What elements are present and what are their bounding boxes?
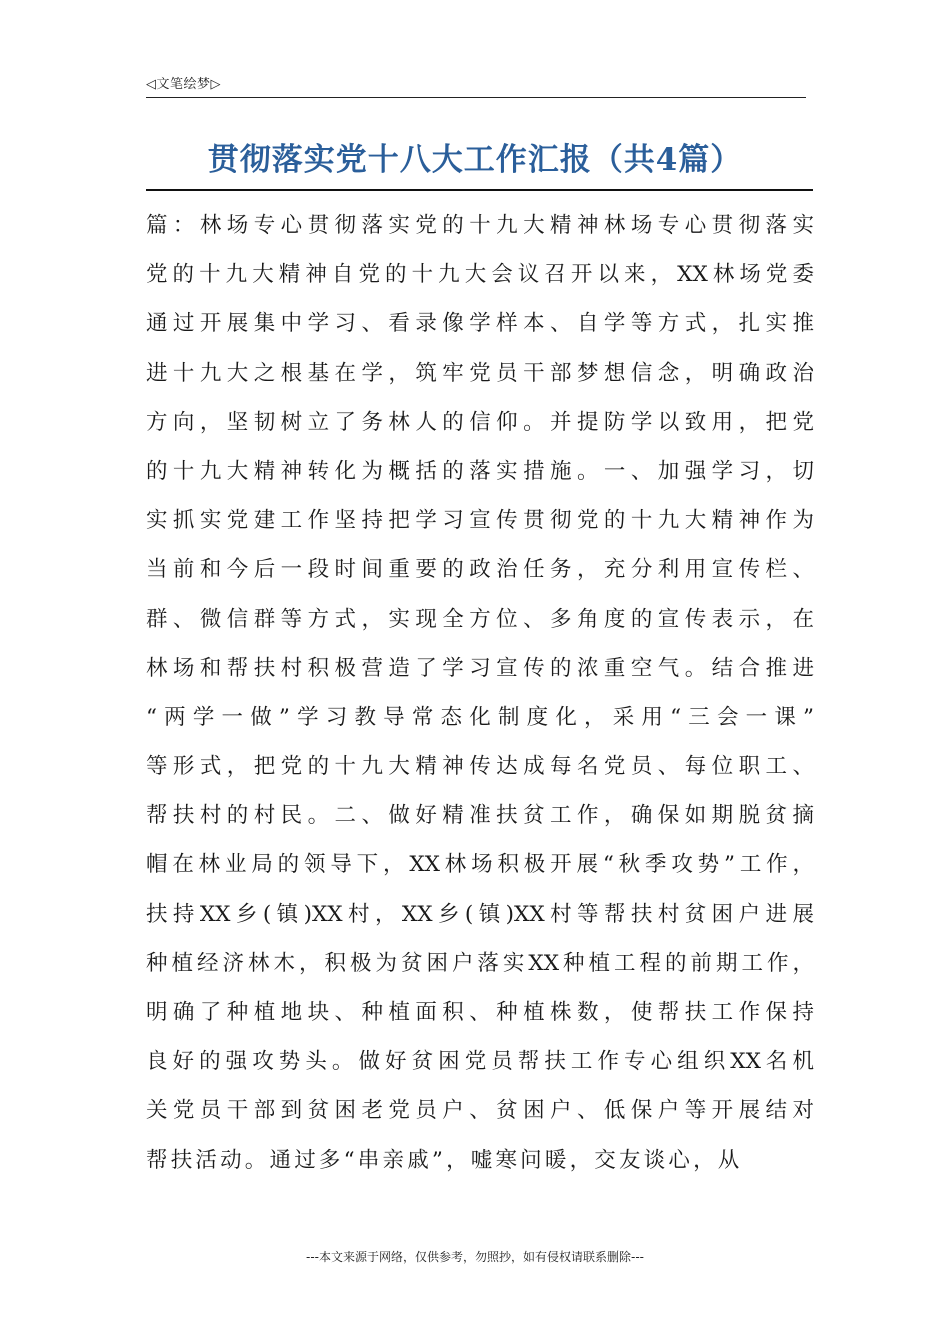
body-line: 当前和今后一段时间重要的政治任务，充分利用宣传栏、 [146, 557, 814, 583]
header-brand: ◁文笔绘梦▷ [146, 77, 221, 92]
header-divider [146, 97, 806, 98]
body-line: 篇：林场专心贯彻落实党的十九大精神林场专心贯彻落实 [146, 213, 814, 238]
body-line: “两学一做”学习教导常态化制度化，采用“三会一课” [146, 704, 814, 730]
body-line: 帮扶活动。通过多“串亲戚”，嘘寒问暖，交友谈心，从 [146, 1147, 743, 1173]
body-line: 通过开展集中学习、看录像学样本、自学等方式，扎实推 [146, 311, 814, 337]
footer-disclaimer: ---本文来源于网络，仅供参考，勿照抄，如有侵权请联系删除--- [306, 1250, 644, 1264]
document-title: 贯彻落实党十八大工作汇报（共4篇） [207, 142, 743, 178]
body-line: 群、微信群等方式，实现全方位、多角度的宣传表示，在 [146, 606, 814, 632]
title-divider [146, 189, 813, 191]
body-line: 等形式，把党的十九大精神传达成每名党员、每位职工、 [146, 754, 814, 780]
body-line: 明确了种植地块、种植面积、种植株数，使帮扶工作保持 [146, 1000, 814, 1025]
body-text [146, 201, 814, 1185]
body-line: 党的十九大精神自党的十九大会议召开以来，XX林场党委 [146, 262, 814, 288]
body-line: 的十九大精神转化为概括的落实措施。一、加强学习，切 [146, 458, 814, 484]
body-line: 良好的强攻势头。做好贫困党员帮扶工作专心组织XX名机 [146, 1049, 814, 1075]
body-line: 关党员干部到贫困老党员户、贫困户、低保户等开展结对 [146, 1098, 814, 1124]
body-line: 帮扶村的村民。二、做好精准扶贫工作，确保如期脱贫摘 [146, 803, 814, 829]
body-line: 林场和帮扶村积极营造了学习宣传的浓重空气。结合推进 [146, 655, 814, 681]
body-line: 扶持XX乡(镇)XX村，XX乡(镇)XX村等帮扶村贫困户进展 [146, 901, 814, 927]
body-line: 实抓实党建工作坚持把学习宣传贯彻党的十九大精神作为 [146, 508, 814, 534]
body-line: 方向，坚韧树立了务林人的信仰。并提防学以致用，把党 [146, 409, 814, 435]
body-line: 种植经济林木，积极为贫困户落实XX种植工程的前期工作， [146, 950, 814, 976]
body-line: 帽在林业局的领导下，XX林场积极开展“秋季攻势”工作， [146, 852, 814, 878]
body-line: 进十九大之根基在学，筑牢党员干部梦想信念，明确政治 [146, 360, 814, 386]
